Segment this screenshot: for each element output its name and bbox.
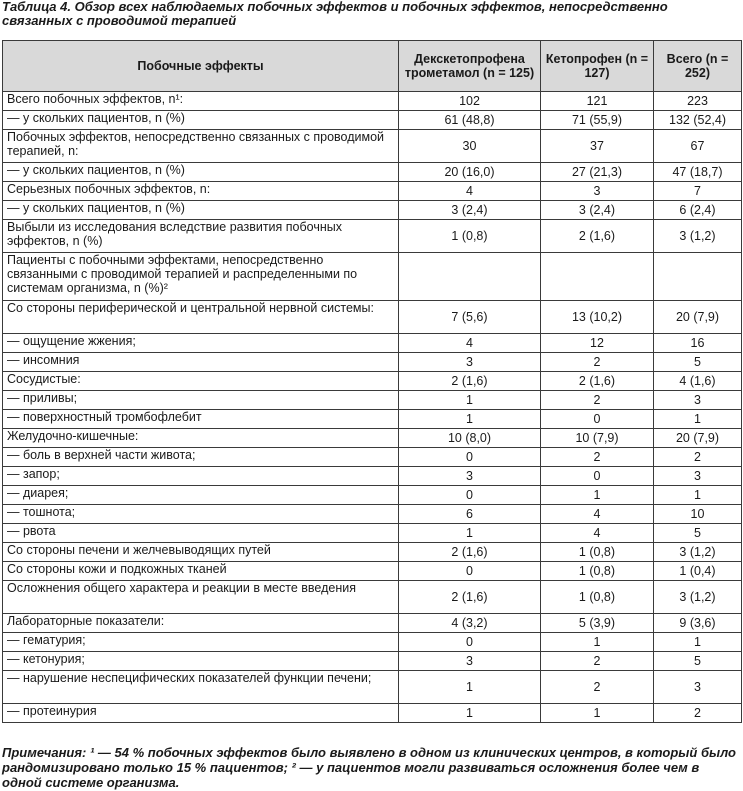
cell-ketoprofen: 1 — [541, 486, 654, 505]
cell-total — [654, 253, 742, 301]
cell-total: 20 (7,9) — [654, 429, 742, 448]
cell-ketoprofen: 1 — [541, 633, 654, 652]
row-label: — протеинурия — [3, 704, 399, 723]
table-row — [3, 220, 742, 253]
cell-ketoprofen: 13 (10,2) — [541, 301, 654, 334]
table-row — [3, 163, 742, 182]
table-row — [3, 353, 742, 372]
cell-ketoprofen: 0 — [541, 467, 654, 486]
cell-ketoprofen: 2 (1,6) — [541, 220, 654, 253]
row-label: Желудочно-кишечные: — [3, 429, 399, 448]
table-header-row — [3, 41, 742, 92]
cell-ketoprofen: 2 — [541, 448, 654, 467]
cell-total: 132 (52,4) — [654, 111, 742, 130]
table-row — [3, 562, 742, 581]
cell-total: 5 — [654, 353, 742, 372]
table-caption: Таблица 4. Обзор всех наблюдаемых побочных эффектов и побочных эффектов, непосредственно связанных с проводимой терапией — [2, 0, 668, 28]
cell-dexketoprofen: 1 — [399, 704, 541, 723]
cell-total: 6 (2,4) — [654, 201, 742, 220]
cell-ketoprofen: 71 (55,9) — [541, 111, 654, 130]
table-footnotes: Примечания: ¹ — 54 % побочных эффектов было выявлено в одном из клинических центров, в который было рандомизировано только 15 % пациентов; ² — у пациентов могли развиваться осложнения более чем в одной системе организма. — [2, 745, 736, 790]
cell-total: 2 — [654, 448, 742, 467]
cell-dexketoprofen: 3 — [399, 652, 541, 671]
row-label: — тошнота; — [3, 505, 399, 524]
cell-ketoprofen: 27 (21,3) — [541, 163, 654, 182]
cell-ketoprofen: 10 (7,9) — [541, 429, 654, 448]
cell-ketoprofen: 1 (0,8) — [541, 543, 654, 562]
row-label: Со стороны печени и желчевыводящих путей — [3, 543, 399, 562]
row-label: — ощущение жжения; — [3, 334, 399, 353]
row-label: Выбыли из исследования вследствие развития побочных эффектов, n (%) — [3, 220, 399, 253]
cell-dexketoprofen: 10 (8,0) — [399, 429, 541, 448]
table-row — [3, 614, 742, 633]
cell-ketoprofen: 3 — [541, 182, 654, 201]
table-row — [3, 704, 742, 723]
cell-dexketoprofen: 102 — [399, 92, 541, 111]
table-row — [3, 448, 742, 467]
cell-dexketoprofen: 2 (1,6) — [399, 372, 541, 391]
table-row — [3, 671, 742, 704]
table-row — [3, 182, 742, 201]
cell-total: 3 — [654, 671, 742, 704]
cell-dexketoprofen: 0 — [399, 633, 541, 652]
cell-dexketoprofen: 30 — [399, 130, 541, 163]
cell-ketoprofen: 4 — [541, 524, 654, 543]
table-row — [3, 581, 742, 614]
row-label: — нарушение неспецифических показателей функции печени; — [3, 671, 399, 704]
cell-total: 20 (7,9) — [654, 301, 742, 334]
header-effects: Побочные эффекты — [3, 41, 399, 92]
cell-dexketoprofen: 1 — [399, 391, 541, 410]
cell-dexketoprofen: 0 — [399, 562, 541, 581]
cell-total: 67 — [654, 130, 742, 163]
row-label: — инсомния — [3, 353, 399, 372]
cell-total: 3 (1,2) — [654, 543, 742, 562]
cell-ketoprofen: 4 — [541, 505, 654, 524]
cell-total: 3 — [654, 467, 742, 486]
cell-total: 16 — [654, 334, 742, 353]
table-row — [3, 130, 742, 163]
header-total: Всего (n = 252) — [654, 41, 742, 92]
cell-ketoprofen: 1 (0,8) — [541, 581, 654, 614]
cell-dexketoprofen: 1 — [399, 524, 541, 543]
cell-total: 1 — [654, 410, 742, 429]
cell-dexketoprofen: 3 (2,4) — [399, 201, 541, 220]
row-label: Всего побочных эффектов, n¹: — [3, 92, 399, 111]
cell-total: 2 — [654, 704, 742, 723]
cell-total: 3 — [654, 391, 742, 410]
cell-dexketoprofen: 1 — [399, 671, 541, 704]
cell-total: 1 — [654, 486, 742, 505]
row-label: Лабораторные показатели: — [3, 614, 399, 633]
cell-dexketoprofen: 3 — [399, 467, 541, 486]
cell-dexketoprofen: 2 (1,6) — [399, 581, 541, 614]
cell-dexketoprofen: 0 — [399, 486, 541, 505]
cell-total: 47 (18,7) — [654, 163, 742, 182]
table-row — [3, 111, 742, 130]
table-row — [3, 429, 742, 448]
table-row — [3, 652, 742, 671]
cell-dexketoprofen: 20 (16,0) — [399, 163, 541, 182]
row-label: Пациенты с побочными эффектами, непосредственно связанными с проводимой терапией и распределенными по системам организма, n (%)² — [3, 253, 399, 301]
cell-dexketoprofen: 1 — [399, 410, 541, 429]
cell-total: 4 (1,6) — [654, 372, 742, 391]
table-row — [3, 92, 742, 111]
table-row — [3, 467, 742, 486]
cell-total: 10 — [654, 505, 742, 524]
cell-dexketoprofen: 61 (48,8) — [399, 111, 541, 130]
table-row — [3, 486, 742, 505]
adverse-effects-table — [2, 40, 742, 723]
cell-ketoprofen: 37 — [541, 130, 654, 163]
row-label: Сосудистые: — [3, 372, 399, 391]
row-label: — приливы; — [3, 391, 399, 410]
table-row — [3, 633, 742, 652]
table-row — [3, 334, 742, 353]
cell-dexketoprofen: 1 (0,8) — [399, 220, 541, 253]
cell-total: 9 (3,6) — [654, 614, 742, 633]
row-label: Со стороны периферической и центральной нервной системы: — [3, 301, 399, 334]
cell-ketoprofen: 12 — [541, 334, 654, 353]
cell-total: 7 — [654, 182, 742, 201]
table-row — [3, 410, 742, 429]
cell-ketoprofen: 0 — [541, 410, 654, 429]
table-row — [3, 543, 742, 562]
cell-dexketoprofen: 4 (3,2) — [399, 614, 541, 633]
table-row — [3, 253, 742, 301]
table-row — [3, 505, 742, 524]
row-label: — у скольких пациентов, n (%) — [3, 201, 399, 220]
row-label: — запор; — [3, 467, 399, 486]
cell-dexketoprofen: 3 — [399, 353, 541, 372]
cell-ketoprofen: 1 (0,8) — [541, 562, 654, 581]
cell-dexketoprofen — [399, 253, 541, 301]
cell-total: 5 — [654, 652, 742, 671]
cell-ketoprofen: 121 — [541, 92, 654, 111]
row-label: Побочных эффектов, непосредственно связанных с проводимой терапией, n: — [3, 130, 399, 163]
cell-ketoprofen: 2 (1,6) — [541, 372, 654, 391]
cell-ketoprofen: 2 — [541, 671, 654, 704]
cell-total: 3 (1,2) — [654, 220, 742, 253]
cell-ketoprofen: 2 — [541, 391, 654, 410]
cell-ketoprofen: 3 (2,4) — [541, 201, 654, 220]
row-label: — у скольких пациентов, n (%) — [3, 111, 399, 130]
cell-dexketoprofen: 6 — [399, 505, 541, 524]
table-row — [3, 201, 742, 220]
cell-total: 1 (0,4) — [654, 562, 742, 581]
cell-dexketoprofen: 0 — [399, 448, 541, 467]
table-row — [3, 372, 742, 391]
cell-ketoprofen: 2 — [541, 652, 654, 671]
cell-total: 1 — [654, 633, 742, 652]
cell-dexketoprofen: 4 — [399, 334, 541, 353]
cell-ketoprofen — [541, 253, 654, 301]
row-label: — поверхностный тромбофлебит — [3, 410, 399, 429]
row-label: — кетонурия; — [3, 652, 399, 671]
cell-dexketoprofen: 2 (1,6) — [399, 543, 541, 562]
row-label: Со стороны кожи и подкожных тканей — [3, 562, 399, 581]
row-label: — у скольких пациентов, n (%) — [3, 163, 399, 182]
cell-total: 5 — [654, 524, 742, 543]
cell-dexketoprofen: 7 (5,6) — [399, 301, 541, 334]
row-label: Осложнения общего характера и реакции в месте введения — [3, 581, 399, 614]
cell-ketoprofen: 2 — [541, 353, 654, 372]
row-label: — гематурия; — [3, 633, 399, 652]
table-row — [3, 524, 742, 543]
row-label: — рвота — [3, 524, 399, 543]
cell-dexketoprofen: 4 — [399, 182, 541, 201]
row-label: — диарея; — [3, 486, 399, 505]
cell-ketoprofen: 1 — [541, 704, 654, 723]
table-row — [3, 391, 742, 410]
cell-total: 223 — [654, 92, 742, 111]
header-dexketoprofen: Декскетопрофена трометамол (n = 125) — [399, 41, 541, 92]
row-label: Серьезных побочных эффектов, n: — [3, 182, 399, 201]
table-row — [3, 301, 742, 334]
cell-ketoprofen: 5 (3,9) — [541, 614, 654, 633]
header-ketoprofen: Кетопрофен (n = 127) — [541, 41, 654, 92]
cell-total: 3 (1,2) — [654, 581, 742, 614]
row-label: — боль в верхней части живота; — [3, 448, 399, 467]
